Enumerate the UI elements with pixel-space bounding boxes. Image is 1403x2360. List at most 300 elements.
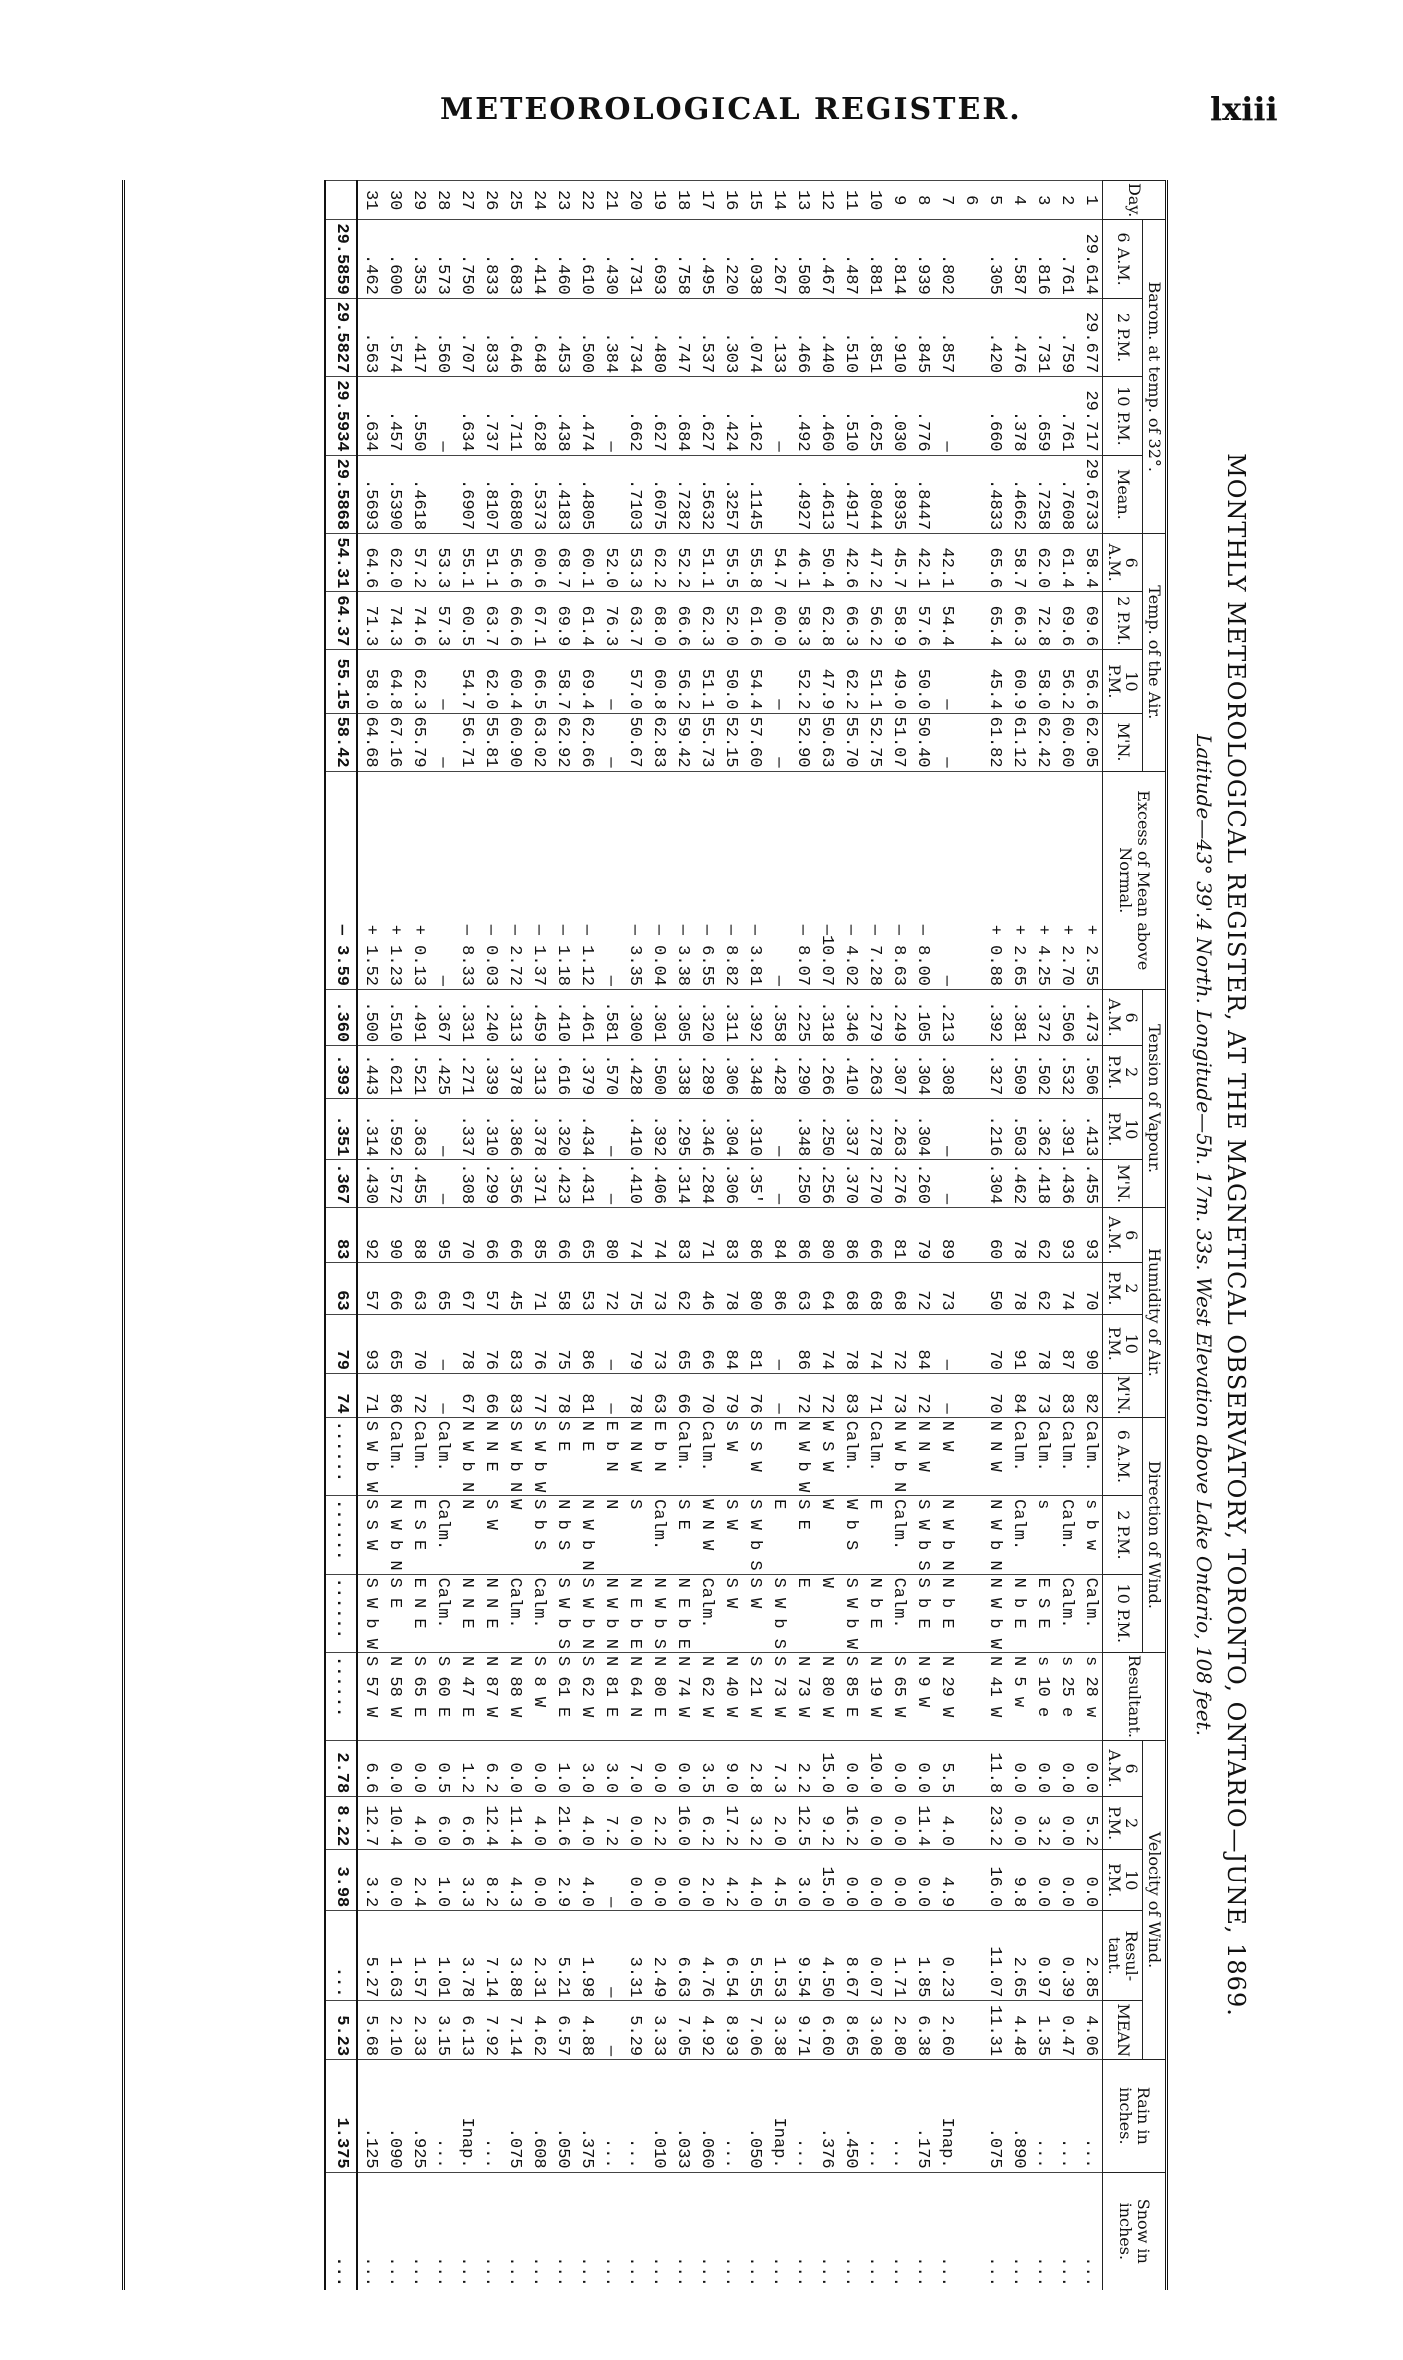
table-cell: 24 [526, 181, 550, 220]
table-cell: .367 [325, 1160, 357, 1208]
table-cell: 50.67 [622, 713, 646, 771]
table-cell: 2.9 [550, 1850, 574, 1911]
sub-header-cell: 6 A.M. [1103, 220, 1143, 298]
table-cell: Calm. [646, 1496, 670, 1574]
table-cell: .6075 [646, 455, 670, 533]
table-cell: W [502, 1496, 526, 1574]
table-cell: .075 [502, 2060, 526, 2173]
table-row [382, 181, 406, 2291]
table-cell: Calm. [430, 1417, 454, 1495]
table-cell: — 3.81 [742, 771, 766, 989]
table-cell: 4.76 [694, 1911, 718, 2001]
table-cell: Calm. [838, 1417, 862, 1495]
table-cell: .487 [838, 220, 862, 298]
table-cell: S W [742, 1574, 766, 1652]
table-cell: .438 [550, 377, 574, 455]
table-cell: S W b S [766, 1574, 790, 1652]
table-cell: W b S [838, 1496, 862, 1574]
table-cell: .500 [646, 1046, 670, 1099]
table-cell: .337 [838, 1099, 862, 1160]
table-cell: 3.2 [742, 1797, 766, 1850]
table-cell: 29.5868 [325, 455, 357, 533]
table-cell: .495 [694, 220, 718, 298]
table-cell [958, 1417, 982, 1495]
table-cell: .279 [862, 990, 886, 1046]
table-cell: .35' [742, 1160, 766, 1208]
table-cell: .851 [862, 298, 886, 376]
table-cell: 63 [325, 1263, 357, 1314]
table-cell: 62 [670, 1263, 694, 1314]
table-cell: 66 [478, 1208, 502, 1263]
table-cell: 0.0 [1030, 1850, 1054, 1911]
table-cell: — [934, 1099, 958, 1160]
table-cell: 23.2 [982, 1797, 1006, 1850]
table-cell: 54.31 [325, 534, 357, 592]
table-cell: 66.3 [838, 592, 862, 650]
table-cell: .473 [1078, 990, 1103, 1046]
table-cell: .8447 [910, 455, 934, 533]
table-cell: .263 [886, 1099, 910, 1160]
table-cell: ... [766, 2172, 790, 2290]
table-cell: 3.0 [790, 1850, 814, 1911]
table-cell: .266 [814, 1046, 838, 1099]
sub-header-cell: Resul- tant. [1103, 1911, 1143, 2001]
table-cell: 67 [454, 1373, 478, 1417]
table-cell: 86 [790, 1314, 814, 1373]
table-cell: S W b W [357, 1574, 382, 1652]
col-barometer: Barom. at temp. of 32°. [1143, 220, 1165, 534]
table-cell: .240 [478, 990, 502, 1046]
table-cell: 80 [598, 1208, 622, 1263]
table-cell: .327 [982, 1046, 1006, 1099]
table-cell: 5.21 [550, 1911, 574, 2001]
table-cell: 3.0 [574, 1740, 598, 1796]
table-cell: 85 [526, 1208, 550, 1263]
table-cell: 1.57 [406, 1911, 430, 2001]
table-cell: 2.4 [406, 1850, 430, 1911]
table-cell: 12 [814, 181, 838, 220]
table-cell: 4.92 [694, 2001, 718, 2060]
table-cell: 68 [862, 1263, 886, 1314]
table-cell: 75 [622, 1263, 646, 1314]
table-cell: 62 [1030, 1208, 1054, 1263]
table-cell: .600 [382, 220, 406, 298]
table-cell: .430 [357, 1160, 382, 1208]
table-cell: 42.1 [934, 534, 958, 592]
table-cell: 22 [574, 181, 598, 220]
table-cell: Calm. [526, 1574, 550, 1652]
table-cell: 2.65 [1006, 1911, 1030, 2001]
sub-header-cell: 2 P.M. [1103, 592, 1143, 650]
table-cell: — 0.04 [646, 771, 670, 989]
table-cell: 66 [550, 1208, 574, 1263]
table-cell: .510 [838, 298, 862, 376]
table-cell: 2.49 [646, 1911, 670, 2001]
table-cell: — [934, 771, 958, 989]
table-row [670, 181, 694, 2291]
table-cell: N 58 W [382, 1653, 406, 1741]
table-cell: N W b W [982, 1574, 1006, 1652]
table-cell: ... [1030, 2172, 1054, 2290]
table-cell: + 2.70 [1054, 771, 1078, 989]
table-cell: N W b N [982, 1496, 1006, 1574]
table-cell: 66 [382, 1263, 406, 1314]
table-cell: 4.3 [502, 1850, 526, 1911]
table-cell: 63 [790, 1263, 814, 1314]
table-cell: .436 [1054, 1160, 1078, 1208]
table-cell: 8.2 [478, 1850, 502, 1911]
table-cell: 7.2 [598, 1797, 622, 1850]
table-cell: — 0.03 [478, 771, 502, 989]
table-cell: + 2.55 [1078, 771, 1103, 989]
table-cell: 60.6 [526, 534, 550, 592]
table-cell: 71 [357, 1373, 382, 1417]
table-cell: 5.23 [325, 2001, 357, 2060]
table-cell: 42.6 [838, 534, 862, 592]
table-cell: S 65 E [406, 1653, 430, 1741]
table-cell: 50.0 [718, 650, 742, 713]
table-cell: N 80 E [646, 1653, 670, 1741]
table-cell: E b N [598, 1417, 622, 1495]
table-cell: 0.0 [670, 1740, 694, 1796]
table-cell: 62.0 [382, 534, 406, 592]
table-cell: s b w [1078, 1496, 1103, 1574]
table-cell: N W b N [574, 1496, 598, 1574]
table-cell: — 8.33 [454, 771, 478, 989]
table-cell: .284 [694, 1160, 718, 1208]
table-cell: 0.0 [1078, 1740, 1103, 1796]
sub-header-cell: 10 P.M. [1103, 1099, 1143, 1160]
table-cell: 0.0 [526, 1740, 550, 1796]
table-cell: 72 [910, 1263, 934, 1314]
table-cell: 28 [430, 181, 454, 220]
table-cell: .308 [454, 1160, 478, 1208]
table-cell: W S W [814, 1417, 838, 1495]
table-cell: ... [886, 2172, 910, 2290]
table-cell: 11.8 [982, 1740, 1006, 1796]
table-cell: 29.614 [1078, 220, 1103, 298]
table-cell: — 3.38 [670, 771, 694, 989]
table-cell: .379 [574, 1046, 598, 1099]
table-cell: 55.15 [325, 650, 357, 713]
table-cell: .450 [838, 2060, 862, 2173]
table-cell: 54.4 [742, 650, 766, 713]
table-cell: .500 [574, 298, 598, 376]
table-cell: 19 [646, 181, 670, 220]
table-cell: .413 [1078, 1099, 1103, 1160]
table-cell: 0.0 [1006, 1740, 1030, 1796]
table-cell: .4917 [838, 455, 862, 533]
table-cell: 50.4 [814, 534, 838, 592]
table-cell: — [598, 1373, 622, 1417]
table-cell: S 65 W [886, 1653, 910, 1741]
table-cell: 55.73 [694, 713, 718, 771]
table-row [862, 181, 886, 2291]
table-cell: 1.98 [574, 1911, 598, 2001]
table-cell: 14 [766, 181, 790, 220]
table-cell [766, 455, 790, 533]
table-cell: .050 [550, 2060, 574, 2173]
table-cell: 0.47 [1054, 2001, 1078, 2060]
table-cell: 58.7 [550, 650, 574, 713]
table-cell: 57 [357, 1263, 382, 1314]
table-cell: .225 [790, 990, 814, 1046]
table-cell: .758 [670, 220, 694, 298]
table-cell: 65.4 [982, 592, 1006, 650]
sub-header-cell: 2 P.M. [1103, 1263, 1143, 1314]
table-cell: .845 [910, 298, 934, 376]
table-cell: 11.4 [910, 1797, 934, 1850]
table-cell: 56.6 [1078, 650, 1103, 713]
table-cell: .4618 [406, 455, 430, 533]
table-cell: 78 [622, 1373, 646, 1417]
table-cell: 7.05 [670, 2001, 694, 2060]
table-cell: 58.0 [1030, 650, 1054, 713]
table-cell: 2 [1054, 181, 1078, 220]
table-cell: .457 [382, 377, 406, 455]
table-cell: 9 [886, 181, 910, 220]
table-cell: 72 [790, 1373, 814, 1417]
table-cell: 2.8 [742, 1740, 766, 1796]
table-cell: 51.1 [478, 534, 502, 592]
table-cell: .090 [382, 2060, 406, 2173]
table-cell: 55.5 [718, 534, 742, 592]
table-cell: 11.07 [982, 1911, 1006, 2001]
table-cell: — [598, 1314, 622, 1373]
table-cell: .213 [934, 990, 958, 1046]
table-cell: .750 [454, 220, 478, 298]
table-cell: .392 [982, 990, 1006, 1046]
table-cell: ... [325, 2172, 357, 2290]
table-cell: .4833 [982, 455, 1006, 533]
table-cell: 72.8 [1030, 592, 1054, 650]
table-cell: S b E [910, 1574, 934, 1652]
table-cell [958, 771, 982, 989]
table-cell: N 88 W [502, 1653, 526, 1741]
table-cell: 74.6 [406, 592, 430, 650]
table-cell: .459 [526, 990, 550, 1046]
table-cell: Calm. [670, 1417, 694, 1495]
table-cell: — [934, 1314, 958, 1373]
sub-header-cell: 6 A.M. [1103, 1208, 1143, 1263]
table-cell: .460 [814, 377, 838, 455]
table-cell: .707 [454, 298, 478, 376]
table-cell: 67.16 [382, 713, 406, 771]
table-cell: Calm. [1006, 1496, 1030, 1574]
table-cell [934, 455, 958, 533]
table-cell: 70 [454, 1208, 478, 1263]
table-cell: .216 [982, 1099, 1006, 1160]
table-cell: 64.37 [325, 592, 357, 650]
table-cell: .474 [574, 377, 598, 455]
table-cell: 8 [910, 181, 934, 220]
table-cell [958, 377, 982, 455]
table-cell: 65 [670, 1314, 694, 1373]
table-cell: ... [670, 2172, 694, 2290]
table-cell: .050 [742, 2060, 766, 2173]
table-cell: ... [862, 2172, 886, 2290]
table-cell: — [598, 2001, 622, 2060]
table-cell: 0.0 [646, 1740, 670, 1796]
table-cell: S W b S [910, 1496, 934, 1574]
table-cell [958, 650, 982, 713]
group-header-row [1143, 181, 1165, 2291]
table-cell [958, 1099, 982, 1160]
table-cell: Calm. [862, 1417, 886, 1495]
table-cell: —10.07 [814, 771, 838, 989]
table-cell: .075 [982, 2060, 1006, 2173]
table-cell: .747 [670, 298, 694, 376]
table-cell: .313 [526, 1046, 550, 1099]
table-cell: 73 [646, 1263, 670, 1314]
table-cell: 16.0 [670, 1797, 694, 1850]
table-cell: 0.0 [526, 1850, 550, 1911]
table-cell: 62.92 [550, 713, 574, 771]
table-cell: 62.05 [1078, 713, 1103, 771]
table-cell: Inap. [766, 2060, 790, 2173]
table-cell: .318 [814, 990, 838, 1046]
table-cell: 58.3 [790, 592, 814, 650]
table-cell: 84 [766, 1208, 790, 1263]
table-cell: 60.60 [1054, 713, 1078, 771]
table-cell: .662 [622, 377, 646, 455]
table-cell: 4.88 [574, 2001, 598, 2060]
table-cell: ... [478, 2172, 502, 2290]
table-cell: .3257 [718, 455, 742, 533]
table-cell: .378 [1006, 377, 1030, 455]
sub-header-cell: M'N. [1103, 1373, 1143, 1417]
table-cell: N W b N [598, 1574, 622, 1652]
table-cell: N b E [1006, 1574, 1030, 1652]
table-cell: ... [598, 2172, 622, 2290]
table-cell: 66.5 [526, 650, 550, 713]
table-cell: 0.0 [910, 1740, 934, 1796]
table-cell: ... [1078, 2060, 1103, 2173]
table-cell: 84 [1006, 1373, 1030, 1417]
table-cell: 4.5 [766, 1850, 790, 1911]
table-cell: 87 [1054, 1314, 1078, 1373]
table-cell: .311 [718, 990, 742, 1046]
sub-header-cell: 2 P.M. [1103, 298, 1143, 376]
table-cell: .910 [886, 298, 910, 376]
table-cell: .627 [646, 377, 670, 455]
table-cell: 6.13 [454, 2001, 478, 2060]
table-cell: 58.0 [357, 650, 382, 713]
table-cell: 0.0 [1054, 1740, 1078, 1796]
table-cell: 52.2 [790, 650, 814, 713]
table-cell: 0.0 [622, 1797, 646, 1850]
table-cell: 3.2 [1030, 1797, 1054, 1850]
table-cell: .574 [382, 298, 406, 376]
table-cell: 0.0 [1054, 1797, 1078, 1850]
table-cell: .616 [550, 1046, 574, 1099]
table-cell: .010 [646, 2060, 670, 2173]
table-cell: .857 [934, 298, 958, 376]
table-row [430, 181, 454, 2291]
table-cell: 4.2 [718, 1850, 742, 1911]
table-cell: 92 [357, 1208, 382, 1263]
table-cell: .290 [790, 1046, 814, 1099]
table-cell: .610 [574, 220, 598, 298]
table-cell: — [766, 650, 790, 713]
table-cell: 72 [406, 1373, 430, 1417]
table-cell: — [766, 1373, 790, 1417]
table-cell: 63 [646, 1373, 670, 1417]
table-cell: — [598, 1160, 622, 1208]
table-cell: 77 [526, 1373, 550, 1417]
table-cell: ... [622, 2172, 646, 2290]
table-cell: 5.5 [934, 1740, 958, 1796]
table-cell: ... [526, 2172, 550, 2290]
table-cell: 65 [574, 1208, 598, 1263]
table-cell: 74 [622, 1208, 646, 1263]
table-cell: .5390 [382, 455, 406, 533]
table-cell: ... [862, 2060, 886, 2173]
table-cell: .307 [886, 1046, 910, 1099]
table-cell: .627 [694, 377, 718, 455]
table-cell: 2.0 [694, 1850, 718, 1911]
table-cell: 5.68 [357, 2001, 382, 2060]
table-row [574, 181, 598, 2291]
table-cell: N b E [862, 1574, 886, 1652]
table-cell: 71.3 [357, 592, 382, 650]
table-cell: .320 [694, 990, 718, 1046]
table-cell: .260 [910, 1160, 934, 1208]
table-cell: Calm. [886, 1574, 910, 1652]
table-cell: 62.3 [406, 650, 430, 713]
table-cell: E [766, 1496, 790, 1574]
table-cell: N 40 W [718, 1653, 742, 1741]
table-cell: .220 [718, 220, 742, 298]
table-cell: 16 [718, 181, 742, 220]
table-cell: ... [814, 2172, 838, 2290]
table-cell: 62.0 [1030, 534, 1054, 592]
table-cell: S E [550, 1417, 574, 1495]
table-cell: S W b W [838, 1574, 862, 1652]
sub-header-cell: 6 A.M. [1103, 990, 1143, 1046]
table-cell: 47.2 [862, 534, 886, 592]
table-cell: — [430, 377, 454, 455]
table-cell: ... [1054, 2172, 1078, 2290]
table-cell: .5632 [694, 455, 718, 533]
table-cell: 58 [550, 1263, 574, 1314]
table-cell: 66.3 [1006, 592, 1030, 650]
table-cell: ... [325, 1911, 357, 2001]
table-cell: .431 [574, 1160, 598, 1208]
table-cell: 0.0 [646, 1850, 670, 1911]
table-cell: N 64 N [622, 1653, 646, 1741]
table-cell: .348 [742, 1046, 766, 1099]
table-cell: 72 [910, 1373, 934, 1417]
table-cell: S 60 E [430, 1653, 454, 1741]
table-cell: 51.07 [886, 713, 910, 771]
table-cell: E [766, 1417, 790, 1495]
table-cell: .4613 [814, 455, 838, 533]
table-cell: 60 [982, 1208, 1006, 1263]
col-rain: Rain in inches. [1103, 2060, 1165, 2173]
table-cell: — 8.00 [910, 771, 934, 989]
table-cell: 6.2 [694, 1797, 718, 1850]
table-cell: ... [718, 2060, 742, 2173]
table-cell: 0.0 [886, 1797, 910, 1850]
table-cell: .339 [478, 1046, 502, 1099]
table-cell: 75 [550, 1314, 574, 1373]
table-cell: ... [910, 2172, 934, 2290]
table-cell: 83 [670, 1208, 694, 1263]
table-cell: Calm. [1030, 1417, 1054, 1495]
table-cell: .881 [862, 220, 886, 298]
table-cell: 0.39 [1054, 1911, 1078, 2001]
